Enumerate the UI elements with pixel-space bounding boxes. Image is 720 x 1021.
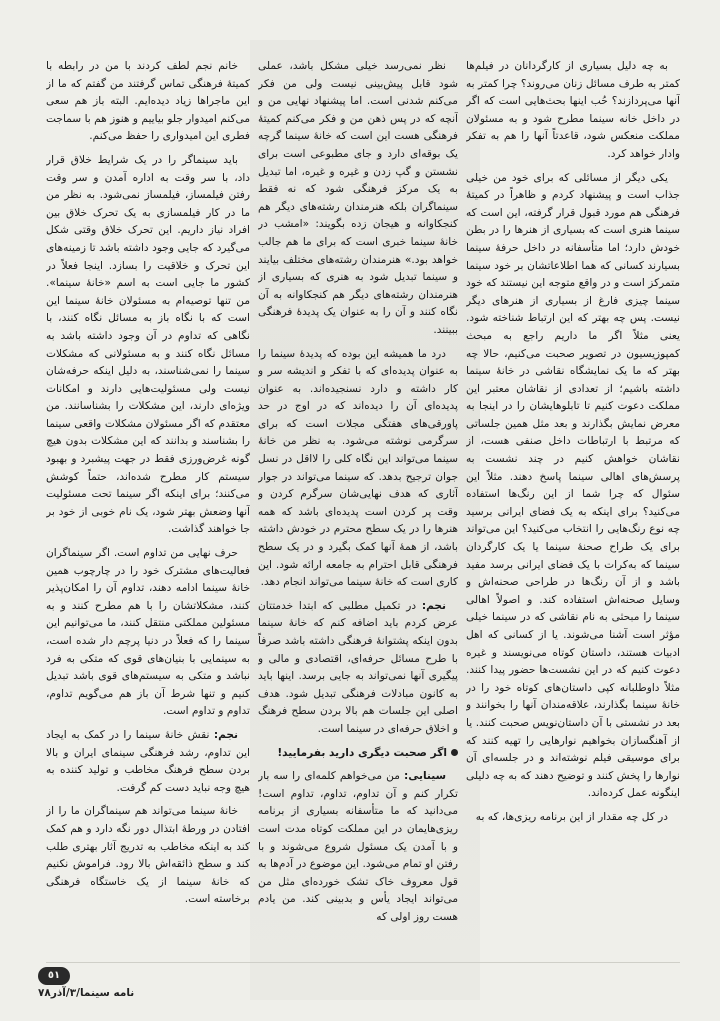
answer-text: نقش خانهٔ سینما را در کمک به ایجاد این تداوم، رشد فرهنگی سینمای ایران و بالا بردن سطح فرهنگ مخاطب و تولید کننده به هیچ وجه نباید دست کم گرفت. [46,728,250,794]
paragraph: در کل چه مقدار از این برنامه ریزی‌ها، که به [475,810,668,823]
interview-question [258,745,458,763]
page-footer [38,967,178,1003]
bullet-icon [451,749,458,756]
paragraph: خانهٔ سینما می‌تواند هم سینماگران ما را از افتادن در ورطهٔ ابتذال دور نگه دارد و هم کمک کند به اینکه مخاطب به تدریج آثار بهتری طلب کند و سطح ذائقه‌اش بالا رود. فراموش نکنیم که خانهٔ سینما از یک خاستگاه فرهنگی برخاسته است. [46,805,250,906]
paragraph: باید سینماگر را در یک شرایط خلاق قرار داد، با سر وقت به اداره آمدن و سر وقت رفتن فیلمساز، فیلمساز نمی‌شود. به نظر من ما در کار فیلمسازی به یک تحرک خلاق بین افراد نیاز داریم. این تحرک خلاق وقتی شکل می‌گیرد که جایی وجود داشته باشد تا زمینه‌های این تحرک و خلاقیت را بسازد. اینجا فعلاً در کشور ما جایی است به اسم «خانهٔ سینما». من تنها توصیه‌ام به مسئولان خانهٔ سینما این است که با نگاه باز به مسائل نگاه کنند، با نگاهی که تداوم در آن وجود داشته باشد به مسائل نگاه کنند و به مسئولانی که مشکلات سینما را نمی‌شناسند، به دلیل اینکه حرفه‌شان نیست ولی مسئولیت‌هایی دارند و امکانات ویژه‌ای دارند، این مشکلات را بشناسانند. من معتقدم که اگر مسئولان مشکلات واقعی سینما را بشناسند و بدانند که این مشکلات بدون هیچ گونه غرض‌ورزی فقط در جهت پیشبرد و بهبود سیستم کار مطرح شده‌اند، حتماً کوشش می‌کنند؛ برای اینکه اگر سینما تحت مسئولیت آنها وضعش بهتر شود، یک نام خوبی از خود بر جا خواهند گذاشت. [46,153,250,536]
article-column-left [46,58,250,958]
paragraph: نظر نمی‌رسد خیلی مشکل باشد، عملی شود قابل پیش‌بینی نیست ولی من فکر می‌کنم شدنی است. اما پیشنهاد نهایی من و آنچه که در پس ذهن من و فکر می‌کنم کمیتهٔ فرهنگی هست این است که خانهٔ سینما گرچه یک بوقه‌ای دارد و جای مطبوعی است برای نشستن و گپ زدن و غیره و غیره، اما تبدیل به یک مرکز فرهنگی شود که نه فقط سینماگران بلکه هنرمندان رشته‌های دیگر هم کنجکاوانه و هیجان زده بگویند: «امشب در خانهٔ سینما خبری است که برای ما هم جالب خواهد بود.» هنرمندان رشته‌های مختلف بیایند و سینما تبدیل شود به هنری که بسیاری از هنرمندان رشته‌های دیگر هم کنجکاوانه به آن نگاه کنند و آن را به عنوان یک پدیدهٔ فرهنگی ببینند. [258,60,458,336]
paragraph: به چه دلیل بسیاری از کارگردانان در فیلم‌ها کمتر به طرف مسائل زنان می‌روند؟ چرا کمتر به آنها می‌پردازند؟ حُب اینها بحث‌هایی است که اگر در داخل خانه سینما مطرح شود و به مسئولان مملکت منعکس شود، قاعدتاً آنها را هم به تفکر وادار خواهد کرد. [466,60,680,160]
question-text: اگر صحبت دیگری دارید بفرمایید! [277,746,447,759]
article-column-middle [258,58,458,958]
speaker-label: نجم: [213,728,238,741]
paragraph: یکی دیگر از مسائلی که برای خود من خیلی جذاب است و پیشنهاد کردم و ظاهراً در کمیتهٔ فرهنگی هم مورد قبول قرار گرفته، این است که سینما هنری است که بسیاری از هنرها را در بطن خودش دارد؛ اما متأسفانه در داخل حرفهٔ سینما بسیارند کسانی که هما اطلاعاتشان بر خود سینما متمرکز است و در واقع متوجه این نیستند که خود سینما چیزی فارغ از بسیاری از هنرهای دیگر نیست. پس چه بهتر که این ارتباط شناخته شود. یعنی مثلاً اگر ما داریم راجع به مبحث کمپوزیسیون در تصویر صحبت می‌کنیم، حالا چه بهتر که ما یک نمایشگاه نقاشی در خانهٔ سینما داشته باشیم؛ از تعدادی از نقاشان معتبر این مملکت دعوت کنیم تا تابلوهایشان را در اینجا به معرض نمایش بگذارند و بعد مثل همین جلساتی که مرتبط با ارتباطات داخل صنفی هست، از نقاشان خواهش کنیم در چند نشست به پرسش‌های اهالی سینما پاسخ دهند. مثلاً این سئوال که چرا شما از این رنگ‌ها استفاده می‌کنید؟ برای اینکه به یک فضای ایرانی برسید چه نوع رنگ‌هایی را انتخاب می‌کنید؟ این می‌تواند برای یک طراح صحنهٔ سینما یا یک کارگردان سینما که به‌کرات با یک فضای ایرانی برسد مفید باشد و از آن رنگ‌ها در طراحی صحنه‌اش و وسایل صحنه‌اش استفاده کند. و اصولاً اهالی سینما را مبحثی به نام نقاشی که در سینما خیلی مؤثر است آشنا می‌شوند. یا از کسانی که اهل ادبیات هستند، داستان کوتاه می‌نویسند و غیره دعوت کنیم که در این نشست‌ها حضور پیدا کنند. مثلاً داوطلبانه کپی داستان‌های کوتاه خود را در خانهٔ سینما بگذارند، علاقه‌مندان آنها را بخوانند و بعد در نشستی با آن داستان‌نویس صحبت کنند. یا از آهنگسازان بخواهیم نوارهایی را تهیه کنند که برای موسیقی فیلم نوشته‌اند و در جلسه‌ای آن نوارها را پخش کنند و توضیح دهند که به چه دلیلی اینگونه عمل کرده‌اند. [466,171,680,800]
answer-text: من می‌خواهم کلمه‌ای را سه بار تکرار کنم و آن تداوم، تداوم، تداوم است! می‌دانید که ما متأسفانه بسیاری از برنامه ریزی‌هایمان در این مملکت کوتاه مدت است و با آمدن یک مسئول شروع می‌شوند و با رفتن او تمام می‌شود. این موضوع در آدم‌ها به قول معروف خاک تشک خورده‌ای مثل من می‌تواند ایجاد یأس و بدبینی کند. من یادم هست روز اولی که [258,770,458,923]
speaker-label: سینایی: [404,770,446,783]
article-column-right [466,58,680,958]
footer-divider [46,962,680,963]
speaker-label: نجم: [421,599,446,612]
interview-answer [46,727,250,797]
interview-answer [258,768,458,926]
paragraph: خانم نجم لطف کردند با من در رابطه با کمیتهٔ فرهنگی تماس گرفتند من گفتم که ما از این ماجراها زیاد دیده‌ایم. البته باز هم سعی می‌کنم امیدوار جلو بیاییم و هنوز هم با سماجت فطری این امیدواری را حفظ می‌کنم. [46,60,250,143]
answer-text: در تکمیل مطلبی که ابتدا خدمتتان عرض کردم باید اضافه کنم که خانهٔ سینما بدون اینکه پشتوانهٔ فرهنگی داشته باشد صرفاً با طرح مسائل حرفه‌ای، اقتصادی و مالی و پیگیری آنها نمی‌تواند به جایی برسد. اینها باید به کانون مبادلات فرهنگی تبدیل شود. هدف اصلی این جلسات هم بالا بردن سطح فرهنگ و اخلاق حرفه‌ای در سینما است. [258,599,458,735]
paragraph: درد ما همیشه این بوده که پدیدهٔ سینما را به عنوان پدیده‌ای که با تفکر و اندیشه سر و کار داشته و دارد نسنجیده‌اند. به عنوان پدیده‌ای آن را دیده‌اند که در اوج در حد پاورقی‌های هفتگی مجلات است که برای سرگرمی نوشته می‌شود. به نظر من خانهٔ سینما می‌تواند این نگاه کلی را لااقل در نسل جوان ترجیح بدهد. که سینما می‌تواند در جوار آثاری که هدف نهایی‌شان سرگرم کردن و وقت پر کردن است پدیده‌ای باشد که همه هنرها را در یک سطح محترم در خودش داشته باشد، از همهٔ آنها کمک بگیرد و در یک سطح فرهنگی قابل احترام به جامعه ارائه شود. این کاری است که خانهٔ سینما می‌تواند انجام دهد. [258,347,458,589]
interview-answer [258,598,458,739]
page-number-badge: ٥١ [38,967,70,985]
paragraph: حرف نهایی من تداوم است. اگر سینماگران فعالیت‌های مشترک خود را در چارچوب همین خانهٔ سینما ادامه دهند، تداوم آن را امکان‌پذیر کنند، مشکلاتشان را با هم مطرح کنند و به مسئولین مملکتی منتقل کنند، ما می‌توانیم این سینما را که فعلاً در دنیا پرچم دار شده است، به سینمایی با بنیان‌های قوی که متکی به فرد نباشد و متکی به سیستم‌های قوی باشد تبدیل کنیم و تنها شرط آن باز هم می‌گویم تداوم، تداوم و تداوم است. [46,547,250,718]
issue-label: نامه سینما/۳/آذر۷۸ [38,987,135,999]
